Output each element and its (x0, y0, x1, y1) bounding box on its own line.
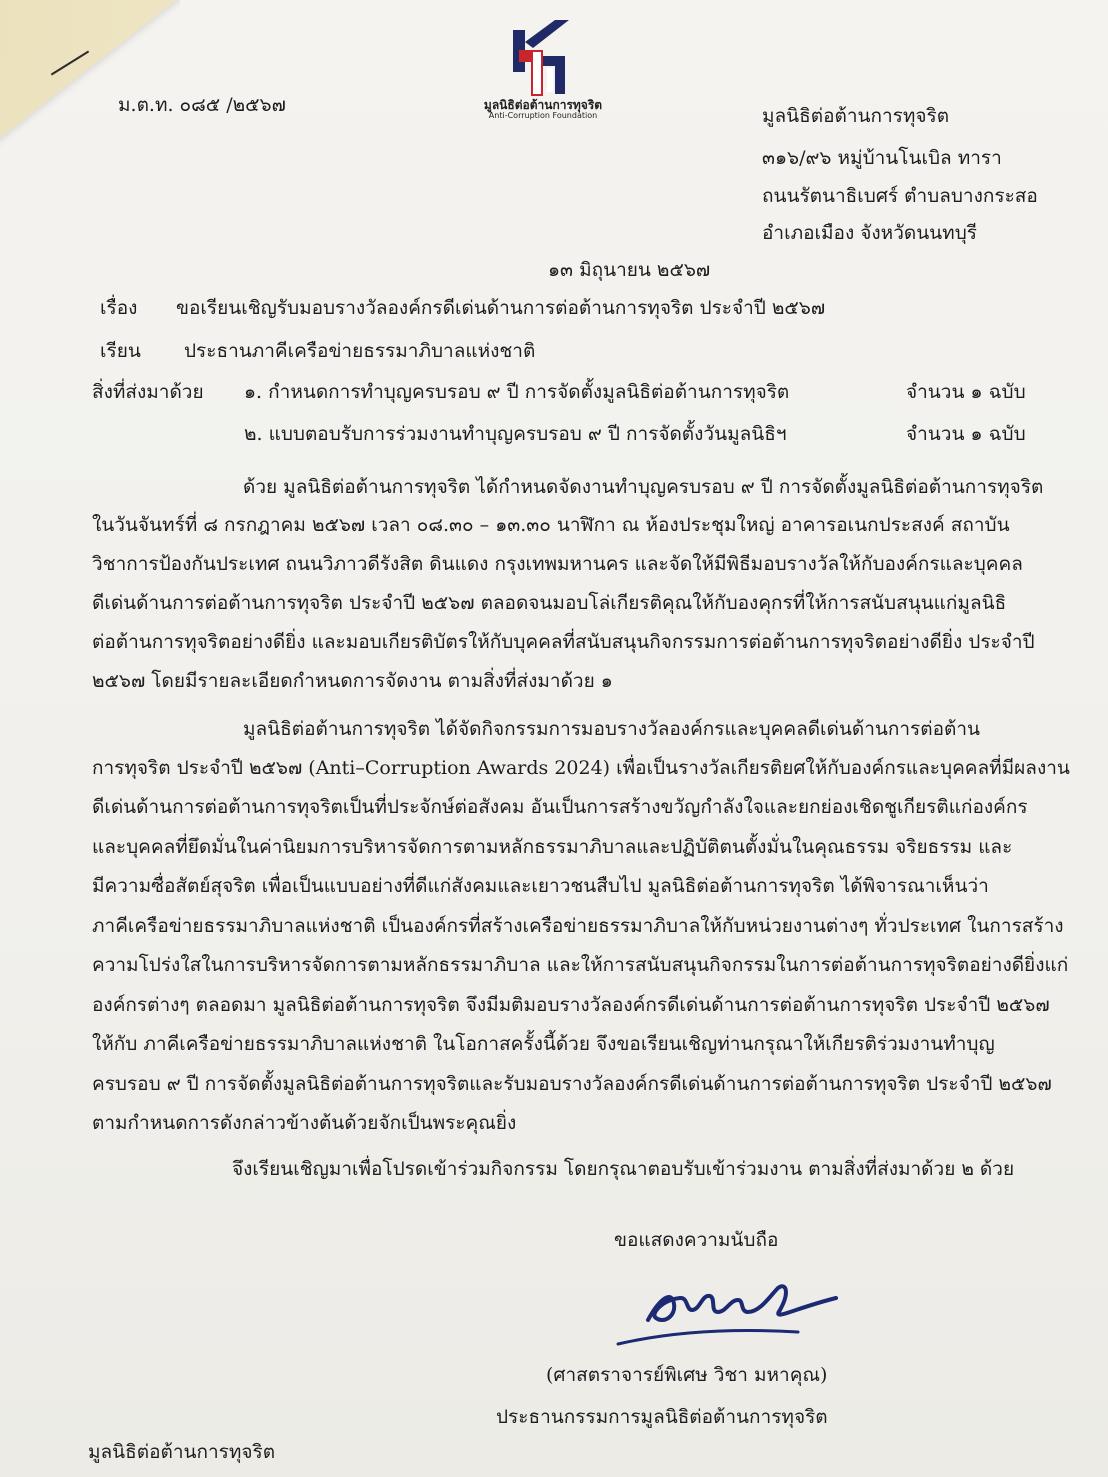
body-line: และบุคคลที่ยึดมั่นในค่านิยมการบริหารจัดการตามหลักธรรมาภิบาลและปฏิบัติตนตั้งมั่นในคุณธรรม จริยธรรม และ (92, 836, 1013, 858)
closing: ขอแสดงความนับถือ (614, 1229, 779, 1251)
body-line: องค์กรต่างๆ ตลอดมา มูลนิธิต่อต้านการทุจริต จึงมีมติมอบรางวัลองค์กรดีเด่นด้านการต่อต้านการทุจริต ประจำปี ๒๕๖๗ (92, 994, 1050, 1016)
body-line: ดีเด่นด้านการต่อต้านการทุจริตเป็นที่ประจักษ์ต่อสังคม อันเป็นการสร้างขวัญกำลังใจและยกย่องเชิดชูเกียรติแก่องค์กร (92, 796, 1028, 818)
body-line: ให้กับ ภาคีเครือข่ายธรรมาภิบาลแห่งชาติ ในโอกาสครั้งนี้ด้วย จึงขอเรียนเชิญท่านกรุณาให้เกียรติร่วมงานทำบุญ (92, 1033, 995, 1055)
logo-name-thai: มูลนิธิต่อต้านการทุจริต (483, 98, 603, 112)
sender-address-line: มูลนิธิต่อต้านการทุจริต (762, 105, 950, 127)
sender-address-line: ๓๑๖/๙๖ หมู่บ้านโนเบิล ทารา (762, 147, 1002, 169)
body-line: ตามกำหนดการดังกล่าวข้างต้นด้วยจักเป็นพระคุณยิ่ง (92, 1112, 517, 1134)
enclosure-item: ๑. กำหนดการทำบุญครบรอบ ๙ ปี การจัดตั้งมูลนิธิต่อต้านการทุจริต (244, 381, 790, 403)
body-line: ดีเด่นด้านการต่อต้านการทุจริต ประจำปี ๒๕๖๗ ตลอดจนมอบโล่เกียรติคุณให้กับองคุกรที่ให้การสนับสนุนแก่มูลนิธิ (92, 592, 1007, 614)
sender-address-line: อำเภอเมือง จังหวัดนนทบุรี (762, 222, 977, 244)
subject-text: ขอเรียนเชิญรับมอบรางวัลองค์กรดีเด่นด้านการต่อต้านการทุจริต ประจำปี ๒๕๖๗ (176, 297, 826, 319)
body-line: มูลนิธิต่อต้านการทุจริต ได้จัดกิจกรรมการมอบรางวัลองค์กรและบุคคลดีเด่นด้านการต่อต้าน (243, 718, 981, 740)
sender-address-line: ถนนรัตนาธิเบศร์ ตำบลบางกระสอ (762, 185, 1038, 207)
foundation-logo-icon (503, 16, 583, 98)
body-line: ด้วย มูลนิธิต่อต้านการทุจริต ได้กำหนดจัดงานทำบุญครบรอบ ๙ ปี การจัดตั้งมูลนิธิต่อต้านการทุจริต (243, 476, 1044, 498)
enclosures-label: สิ่งที่ส่งมาด้วย (92, 381, 204, 403)
enclosure-quantity: จำนวน ๑ ฉบับ (906, 423, 1026, 445)
body-line: การทุจริต ประจำปี ๒๕๖๗ (Anti–Corruption Awards 2024) เพื่อเป็นรางวัลเกียรติยศให้กับองค์กรและบุคคลที่มีผลงาน (92, 757, 1070, 779)
recipient-label: เรียน (100, 340, 141, 362)
subject-label: เรื่อง (100, 297, 138, 319)
body-line: ในวันจันทร์ที่ ๘ กรกฎาคม ๒๕๖๗ เวลา ๐๘.๓๐ – ๑๓.๓๐ นาฬิกา ณ ห้องประชุมใหญ่ อาคารอเนกประสงค์ สถาบัน (92, 514, 1010, 536)
body-line: จึงเรียนเชิญมาเพื่อโปรดเข้าร่วมกิจกรรม โดยกรุณาตอบรับเข้าร่วมงาน ตามสิ่งที่ส่งมาด้วย ๒ ด้วย (232, 1158, 1015, 1180)
footer-organization: มูลนิธิต่อต้านการทุจริต (88, 1441, 276, 1463)
signer-name: (ศาสตราจารย์พิเศษ วิชา มหาคุณ) (546, 1364, 828, 1386)
body-line: ครบรอบ ๙ ปี การจัดตั้งมูลนิธิต่อต้านการทุจริตและรับมอบรางวัลองค์กรดีเด่นด้านการต่อต้านการทุจริต ประจำปี ๒๕๖๗ (92, 1073, 1052, 1095)
logo-name-english: Anti-Corruption Foundation (488, 111, 598, 120)
reference-number: ม.ต.ท. ๐๘๕ /๒๕๖๗ (118, 94, 286, 116)
body-line: ๒๕๖๗ โดยมีรายละเอียดกำหนดการจัดงาน ตามสิ่งที่ส่งมาด้วย ๑ (92, 670, 613, 692)
letter-date: ๑๓ มิถุนายน ๒๕๖๗ (548, 259, 711, 281)
recipient-text: ประธานภาคีเครือข่ายธรรมาภิบาลแห่งชาติ (184, 340, 536, 362)
body-line: ต่อต้านการทุจริตอย่างดียิ่ง และมอบเกียรติบัตรให้กับบุคคลที่สนับสนุนกิจกรรมการต่อต้านการทุจริตอย่างดียิ่ง ประจำปี (92, 631, 1035, 653)
body-line: มีความซื่อสัตย์สุจริต เพื่อเป็นแบบอย่างที่ดีแก่สังคมและเยาวชนสืบไป มูลนิธิต่อต้านการทุจริต ได้พิจารณาเห็นว่า (92, 875, 989, 897)
body-line: ภาคีเครือข่ายธรรมาภิบาลแห่งชาติ เป็นองค์กรที่สร้างเครือข่ายธรรมาภิบาลให้กับหน่วยงานต่างๆ ทั่วประเทศ ในการสร้าง (92, 915, 1064, 937)
enclosure-item: ๒. แบบตอบรับการร่วมงานทำบุญครบรอบ ๙ ปี การจัดตั้งวันมูลนิธิฯ (244, 423, 787, 445)
signature-icon (610, 1270, 850, 1365)
body-line: วิชาการป้องกันประเทศ ถนนวิภาวดีรังสิต ดินแดง กรุงเทพมหานคร และจัดให้มีพิธีมอบรางวัลให้กับองค์กรและบุคคล (92, 553, 1023, 575)
body-line: ความโปร่งใสในการบริหารจัดการตามหลักธรรมาภิบาล และให้การสนับสนุนกิจกรรมในการต่อต้านการทุจริตอย่างดียิ่งแก่ (92, 954, 1069, 976)
enclosure-quantity: จำนวน ๑ ฉบับ (906, 381, 1026, 403)
signer-title: ประธานกรรมการมูลนิธิต่อต้านการทุจริต (496, 1406, 828, 1428)
